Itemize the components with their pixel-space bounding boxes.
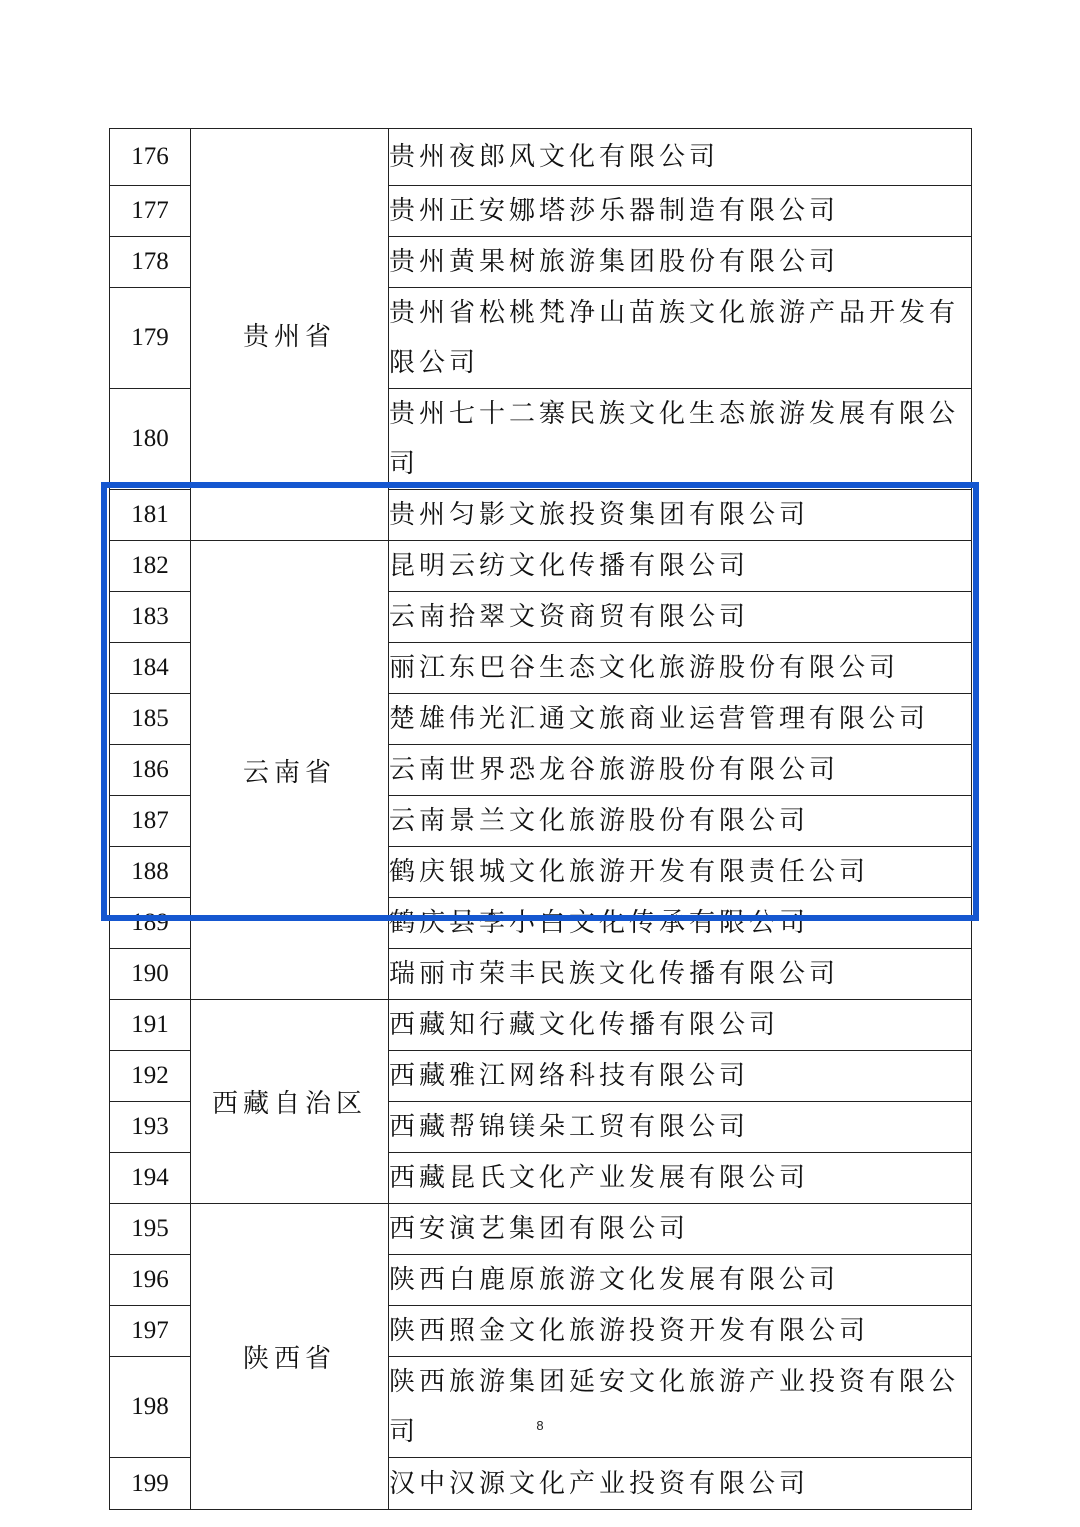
company-name: 鹤庆银城文化旅游开发有限责任公司: [389, 847, 972, 898]
row-number: 199: [110, 1458, 191, 1510]
company-name: 楚雄伟光汇通文旅商业运营管理有限公司: [389, 694, 972, 745]
company-name: 贵州黄果树旅游集团股份有限公司: [389, 237, 972, 288]
row-number: 197: [110, 1306, 191, 1357]
page-number: 8: [536, 1418, 544, 1433]
province-cell: 云南省: [191, 541, 389, 1000]
row-number: 179: [110, 288, 191, 389]
row-number: 192: [110, 1051, 191, 1102]
row-number: 190: [110, 949, 191, 1000]
row-number: 188: [110, 847, 191, 898]
company-name: 西藏雅江网络科技有限公司: [389, 1051, 972, 1102]
company-name: 西藏帮锦镁朵工贸有限公司: [389, 1102, 972, 1153]
row-number: 181: [110, 490, 191, 541]
row-number: 180: [110, 389, 191, 490]
company-name: 陕西照金文化旅游投资开发有限公司: [389, 1306, 972, 1357]
row-number: 194: [110, 1153, 191, 1204]
company-name: 云南世界恐龙谷旅游股份有限公司: [389, 745, 972, 796]
company-name: 贵州夜郎风文化有限公司: [389, 129, 972, 186]
table-row: [110, 129, 972, 186]
company-name: 鹤庆县李小白文化传承有限公司: [389, 898, 972, 949]
company-name: 陕西旅游集团延安文化旅游产业投资有限公司: [389, 1357, 972, 1458]
table-row: [110, 1000, 972, 1051]
table-row: [110, 541, 972, 592]
row-number: 182: [110, 541, 191, 592]
row-number: 193: [110, 1102, 191, 1153]
company-name: 昆明云纺文化传播有限公司: [389, 541, 972, 592]
company-name: 贵州省松桃梵净山苗族文化旅游产品开发有限公司: [389, 288, 972, 389]
row-number: 187: [110, 796, 191, 847]
company-name: 西藏昆氏文化产业发展有限公司: [389, 1153, 972, 1204]
table-row: [110, 1204, 972, 1255]
province-cell: 贵州省: [191, 129, 389, 541]
company-name: 贵州匀影文旅投资集团有限公司: [389, 490, 972, 541]
row-number: 183: [110, 592, 191, 643]
row-number: 186: [110, 745, 191, 796]
row-number: 184: [110, 643, 191, 694]
row-number: 178: [110, 237, 191, 288]
company-name: 丽江东巴谷生态文化旅游股份有限公司: [389, 643, 972, 694]
company-name: 西安演艺集团有限公司: [389, 1204, 972, 1255]
row-number: 189: [110, 898, 191, 949]
table-body: [110, 129, 972, 1510]
company-name: 陕西白鹿原旅游文化发展有限公司: [389, 1255, 972, 1306]
province-cell: 西藏自治区: [191, 1000, 389, 1204]
company-name: 瑞丽市荣丰民族文化传播有限公司: [389, 949, 972, 1000]
company-name: 汉中汉源文化产业投资有限公司: [389, 1458, 972, 1510]
company-list-table: [109, 128, 972, 1510]
row-number: 196: [110, 1255, 191, 1306]
company-name: 云南景兰文化旅游股份有限公司: [389, 796, 972, 847]
row-number: 176: [110, 129, 191, 186]
company-name: 贵州七十二寨民族文化生态旅游发展有限公司: [389, 389, 972, 490]
province-cell: 陕西省: [191, 1204, 389, 1510]
company-name: 贵州正安娜塔莎乐器制造有限公司: [389, 186, 972, 237]
row-number: 195: [110, 1204, 191, 1255]
row-number: 198: [110, 1357, 191, 1458]
company-name: 西藏知行藏文化传播有限公司: [389, 1000, 972, 1051]
row-number: 185: [110, 694, 191, 745]
row-number: 177: [110, 186, 191, 237]
company-name: 云南拾翠文资商贸有限公司: [389, 592, 972, 643]
row-number: 191: [110, 1000, 191, 1051]
